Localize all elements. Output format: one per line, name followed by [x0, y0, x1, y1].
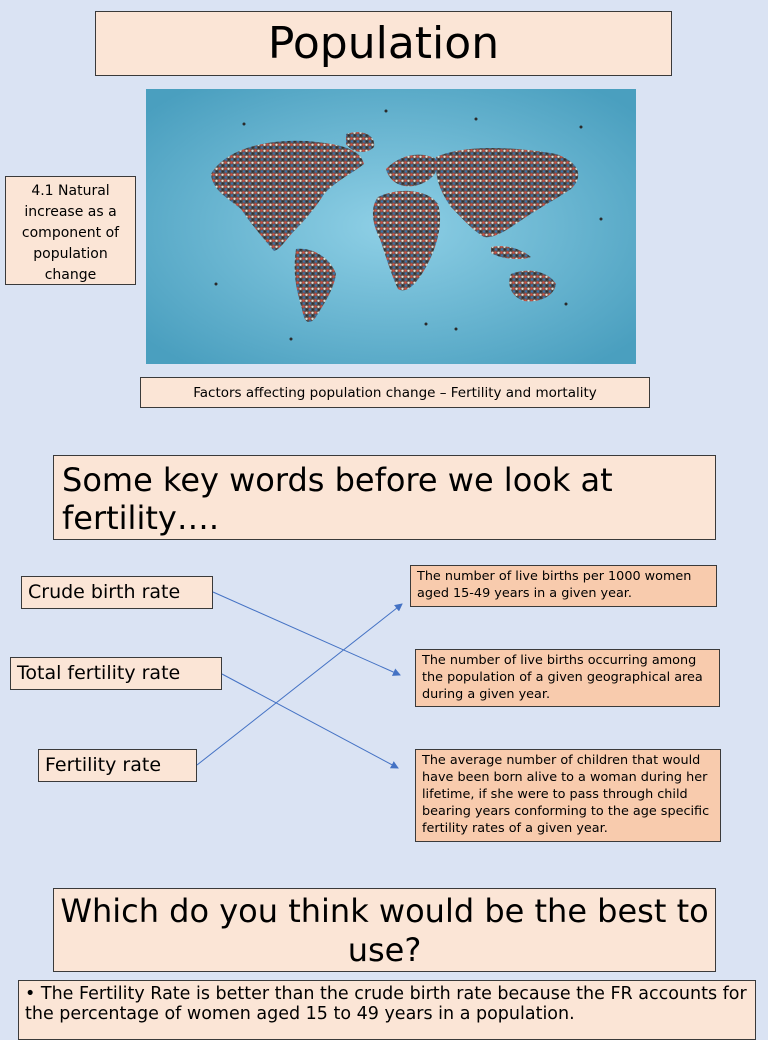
definition-3: The average number of children that would have been born alive to a woman during her lifetime, if she were to pass through child bearing years conforming to the age specific fertility rates of a given year.: [415, 749, 721, 842]
arrow-fertility-to-def1: [197, 604, 402, 765]
answer-text: • The Fertility Rate is better than the crude birth rate because the FR accounts for the percentage of women aged 15 to 49 years in a population.: [18, 980, 756, 1040]
definition-2: The number of live births occurring among the population of a given geographical area during a given year.: [415, 649, 720, 707]
term-crude-birth-rate: Crude birth rate: [21, 576, 213, 609]
arrow-total-to-def3: [222, 674, 398, 768]
definition-1: The number of live births per 1000 women aged 15-49 years in a given year.: [410, 565, 717, 607]
arrow-crude-to-def2: [213, 592, 400, 675]
world-map-of-people-icon: [146, 89, 636, 364]
term-fertility-rate: Fertility rate: [38, 749, 197, 782]
keywords-heading: Some key words before we look at fertility….: [53, 455, 716, 540]
question-heading: Which do you think would be the best to use?: [53, 888, 716, 972]
subtopic-label: 4.1 Natural increase as a component of population change: [5, 176, 136, 285]
term-total-fertility-rate: Total fertility rate: [10, 657, 222, 690]
page-title: Population: [95, 11, 672, 76]
factors-caption: Factors affecting population change – Fertility and mortality: [140, 377, 650, 408]
